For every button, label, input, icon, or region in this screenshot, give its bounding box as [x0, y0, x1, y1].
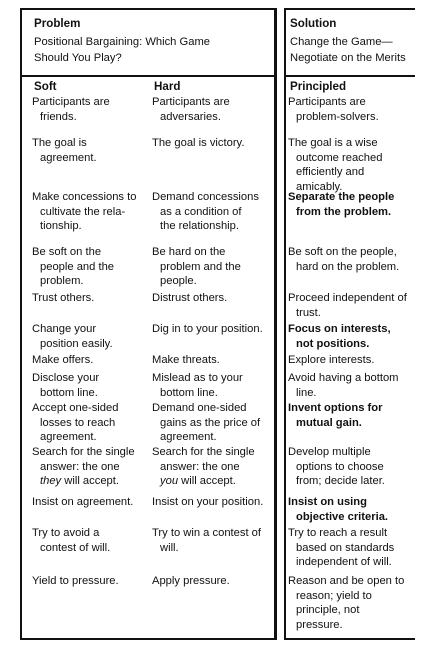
- cell-line: objective criteria.: [296, 510, 389, 523]
- cell-line: Separate the people: [288, 191, 395, 203]
- cell-line: independent of will.: [296, 556, 392, 569]
- cell-line: they will accept.: [40, 475, 119, 488]
- table-cell-principled: [288, 574, 412, 632]
- problem-subtitle-line: Positional Bargaining: Which Game: [34, 36, 210, 48]
- table-cell-principled: [288, 291, 412, 320]
- cell-line: tionship.: [40, 220, 82, 233]
- cell-line: based on standards: [296, 541, 395, 554]
- bottom-border-right: [284, 638, 415, 640]
- table-cell-principled: [288, 445, 412, 489]
- cell-line: Explore interests.: [288, 354, 375, 366]
- solution-subtitle-line: Negotiate on the Merits: [290, 52, 406, 64]
- cell-line: line.: [296, 386, 317, 399]
- cell-line: position easily.: [40, 337, 113, 350]
- table-cell-hard: [152, 353, 272, 368]
- cell-line: Be soft on the people,: [288, 246, 397, 258]
- table-cell-principled: [288, 401, 412, 430]
- table-cell-soft: [32, 136, 150, 165]
- table-cell-principled: [288, 371, 412, 400]
- cell-line: Insist on your position.: [152, 496, 264, 508]
- solution-title: Solution: [290, 17, 337, 30]
- problem-title: Problem: [34, 17, 81, 30]
- right-section-left-border: [284, 8, 286, 640]
- table-cell-hard: [152, 95, 272, 124]
- cell-line: Participants are: [152, 96, 230, 108]
- table-cell-soft: [32, 353, 150, 368]
- cell-line: trust.: [296, 306, 321, 319]
- cell-line: contest of will.: [40, 541, 111, 554]
- table-cell-hard: [152, 526, 272, 555]
- cell-line: mutual gain.: [296, 416, 362, 429]
- cell-line: Dig in to your position.: [152, 323, 263, 335]
- table-cell-soft: [32, 401, 150, 445]
- cell-line: you will accept.: [160, 475, 236, 488]
- cell-line: outcome reached: [296, 151, 383, 164]
- cell-line: Make offers.: [32, 354, 94, 366]
- table-cell-hard: [152, 495, 272, 510]
- table-cell-hard: [152, 574, 272, 589]
- cell-line: adversaries.: [160, 110, 221, 123]
- cell-line: Make threats.: [152, 354, 220, 366]
- cell-line: Change your: [32, 323, 97, 335]
- cell-line: Demand concessions: [152, 191, 259, 203]
- table-cell-soft: [32, 445, 150, 489]
- table-cell-principled: [288, 322, 412, 351]
- cell-line: agreement.: [40, 151, 97, 164]
- top-border: [20, 8, 276, 10]
- cell-line: agreement.: [160, 431, 217, 444]
- cell-line: problem-solvers.: [296, 110, 379, 123]
- table-cell-hard: [152, 291, 272, 306]
- cell-line: the relationship.: [160, 220, 239, 233]
- solution-subtitle: [290, 34, 406, 66]
- cell-line: Make concessions to: [32, 191, 137, 203]
- cell-line: will.: [160, 541, 179, 554]
- cell-line: problem.: [40, 275, 84, 288]
- cell-line: Accept one-sided: [32, 402, 119, 414]
- cell-line: Search for the single: [32, 446, 135, 458]
- cell-line: principle, not: [296, 604, 360, 617]
- cell-line: Mislead as to your: [152, 372, 243, 384]
- problem-subtitle-line: Should You Play?: [34, 52, 122, 64]
- cell-line: Avoid having a bottom: [288, 372, 399, 384]
- column-heading-principled: Principled: [290, 80, 347, 93]
- table-cell-soft: [32, 574, 150, 589]
- table-cell-hard: [152, 190, 272, 234]
- cell-line: The goal is a wise: [288, 137, 378, 149]
- cell-line: cultivate the rela-: [40, 205, 126, 218]
- cell-line: Be soft on the: [32, 246, 102, 258]
- cell-line: Distrust others.: [152, 292, 228, 304]
- comparison-table: [20, 8, 415, 640]
- cell-line: amicably.: [296, 180, 343, 193]
- table-cell-soft: [32, 190, 150, 234]
- table-cell-soft: [32, 371, 150, 400]
- cell-line: Demand one-sided: [152, 402, 247, 414]
- cell-line: Be hard on the: [152, 246, 226, 258]
- table-cell-principled: [288, 495, 412, 524]
- table-cell-principled: [288, 136, 412, 194]
- cell-line: bottom line.: [160, 386, 218, 399]
- table-cell-soft: [32, 95, 150, 124]
- left-border: [20, 8, 22, 640]
- cell-line: reason; yield to: [296, 589, 372, 602]
- table-cell-soft: [32, 245, 150, 289]
- solution-subtitle-line: Change the Game—: [290, 36, 393, 48]
- cell-line: pressure.: [296, 618, 343, 631]
- cell-line: Focus on interests,: [288, 323, 391, 335]
- cell-line: Apply pressure.: [152, 575, 230, 587]
- cell-line: Insist on agreement.: [32, 496, 134, 508]
- cell-line: friends.: [40, 110, 77, 123]
- table-cell-soft: [32, 322, 150, 351]
- problem-subtitle: [34, 34, 210, 66]
- cell-line: Try to win a contest of: [152, 527, 262, 539]
- cell-line: problem and the: [160, 260, 241, 273]
- bottom-border: [20, 638, 276, 640]
- top-border-right: [284, 8, 415, 10]
- cell-line: Search for the single: [152, 446, 255, 458]
- table-cell-soft: [32, 526, 150, 555]
- cell-line: The goal is victory.: [152, 137, 245, 149]
- table-cell-principled: [288, 353, 412, 368]
- cell-line: agreement.: [40, 431, 97, 444]
- cell-line: losses to reach: [40, 416, 116, 429]
- cell-line: Participants are: [288, 96, 366, 108]
- cell-line: Insist on using: [288, 496, 367, 508]
- cell-line: Develop multiple: [288, 446, 371, 458]
- table-cell-soft: [32, 291, 150, 306]
- table-cell-hard: [152, 445, 272, 489]
- table-cell-soft: [32, 495, 150, 510]
- cell-line: answer: the one: [160, 460, 240, 473]
- cell-line: Try to reach a result: [288, 527, 388, 539]
- cell-line: answer: the one: [40, 460, 120, 473]
- cell-line: as a condition of: [160, 205, 242, 218]
- cell-line: gains as the price of: [160, 416, 261, 429]
- cell-line: hard on the problem.: [296, 260, 400, 273]
- table-cell-hard: [152, 136, 272, 151]
- cell-line: from the problem.: [296, 205, 392, 218]
- table-cell-hard: [152, 322, 272, 337]
- cell-line: Invent options for: [288, 402, 383, 414]
- cell-line: Disclose your: [32, 372, 100, 384]
- cell-line: Proceed independent of: [288, 292, 407, 304]
- cell-line: Yield to pressure.: [32, 575, 119, 587]
- table-cell-hard: [152, 245, 272, 289]
- cell-line: people.: [160, 275, 197, 288]
- table-cell-principled: [288, 245, 412, 274]
- cell-line: Participants are: [32, 96, 110, 108]
- cell-line: bottom line.: [40, 386, 98, 399]
- cell-line: from; decide later.: [296, 475, 385, 488]
- cell-line: not positions.: [296, 337, 370, 350]
- header-divider-left: [20, 75, 276, 77]
- center-divider: [274, 8, 277, 640]
- cell-line: Trust others.: [32, 292, 95, 304]
- cell-line: The goal is: [32, 137, 87, 149]
- cell-line: Reason and be open to: [288, 575, 405, 587]
- table-cell-hard: [152, 401, 272, 445]
- table-cell-principled: [288, 95, 412, 124]
- table-cell-hard: [152, 371, 272, 400]
- column-heading-soft: Soft: [34, 80, 57, 93]
- table-cell-principled: [288, 526, 412, 570]
- header-divider-right: [284, 75, 415, 77]
- table-cell-principled: [288, 190, 412, 219]
- cell-line: efficiently and: [296, 166, 365, 179]
- cell-line: options to choose: [296, 460, 384, 473]
- cell-line: Try to avoid a: [32, 527, 100, 539]
- column-heading-hard: Hard: [154, 80, 181, 93]
- cell-line: people and the: [40, 260, 115, 273]
